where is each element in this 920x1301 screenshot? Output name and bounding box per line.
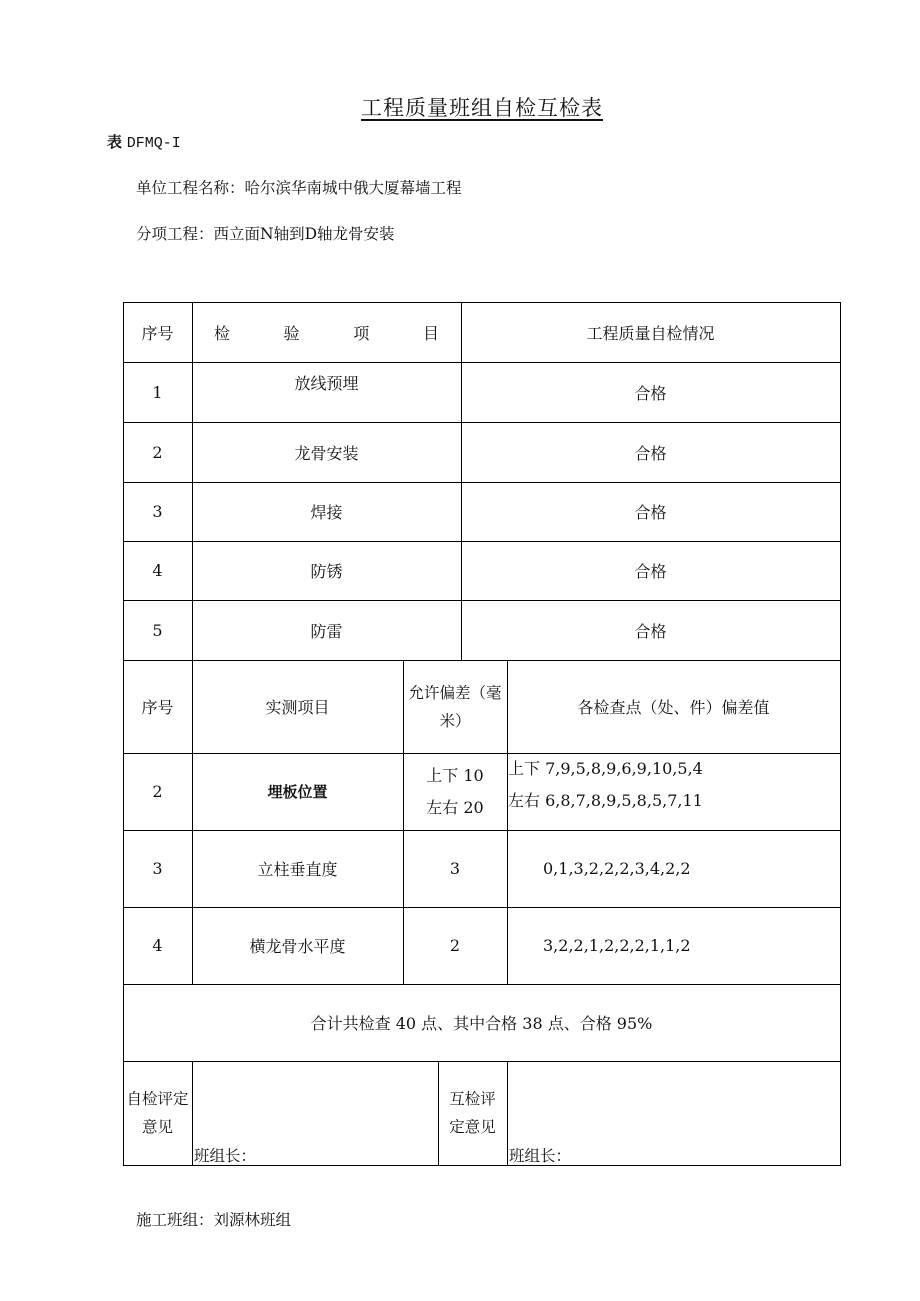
sub-project-name: 分项工程：西立面N轴到D轴龙骨安装 [136, 225, 395, 243]
t2-row-no: 4 [152, 936, 163, 955]
t1-row-result: 合格 [634, 443, 667, 463]
t2-header-tolerance-line1: 允许偏差（毫 [408, 683, 502, 702]
t2-row-tolerance: 2 [449, 936, 461, 955]
t1-header-no: 序号 [141, 323, 174, 343]
t2-row-values: 3,2,2,1,2,2,2,1,1,2 [543, 936, 691, 955]
construction-team: 施工班组：刘源林班组 [136, 1211, 292, 1229]
mutual-check-leader: 班组长： [509, 1147, 572, 1165]
summary-row: 合计共检查 40 点、其中合格 38 点、合格 95% [310, 1014, 653, 1033]
t1-row-result: 合格 [634, 562, 667, 581]
t2-row-values-line: 左右 6,8,7,8,9,5,8,5,7,11 [508, 791, 703, 810]
t1-row-item: 龙骨安装 [294, 443, 359, 463]
t2-row-values-line: 上下 7,9,5,8,9,6,9,10,5,4 [508, 759, 703, 778]
t1-row-item: 焊接 [310, 503, 343, 522]
self-check-leader: 班组长： [194, 1147, 257, 1165]
t1-header-item-char: 目 [422, 323, 439, 343]
self-check-label [123, 1061, 192, 1165]
t1-row-result: 合格 [634, 621, 667, 641]
self-check-label-line2: 意见 [141, 1118, 173, 1136]
mutual-check-label-line1: 互检评 [449, 1090, 496, 1108]
t2-header-tolerance-line2: 米） [439, 711, 471, 730]
mutual-check-label [438, 1061, 507, 1165]
t1-header-result: 工程质量自检情况 [586, 323, 715, 343]
self-check-label-line1: 自检评定 [126, 1090, 189, 1108]
t1-row-no: 5 [152, 620, 163, 640]
t2-row-tolerance [403, 753, 507, 830]
t1-header-item-char: 验 [283, 323, 300, 343]
t2-row-item: 埋板位置 [267, 783, 328, 801]
t2-row-values: 0,1,3,2,2,2,3,4,2,2 [543, 859, 691, 878]
t1-header-item-char: 检 [214, 323, 231, 343]
t1-row-no: 1 [152, 382, 163, 402]
page-title: 工程质量班组自检互检表 [361, 96, 603, 120]
t2-row-no: 3 [152, 859, 163, 878]
t2-row-tolerance: 3 [449, 859, 461, 878]
t2-row-values [508, 753, 840, 830]
t2-row-item: 立柱垂直度 [257, 860, 338, 879]
t1-row-item: 防锈 [310, 562, 343, 581]
t1-row-result: 合格 [634, 503, 667, 522]
t1-row-no: 2 [152, 442, 163, 462]
t1-row-result: 合格 [634, 383, 667, 403]
form-code-prefix: 表 [107, 133, 123, 151]
t2-header-item: 实测项目 [265, 698, 330, 717]
t2-row-tolerance-line: 左右 20 [426, 797, 484, 817]
t2-row-no: 2 [152, 782, 163, 801]
t2-header-values: 各检查点（处、件）偏差值 [577, 698, 770, 717]
t1-header-item-char: 项 [353, 323, 370, 343]
t2-header-no: 序号 [141, 698, 174, 717]
t1-row-no: 4 [152, 561, 163, 580]
t1-row-no: 3 [152, 502, 163, 521]
t1-header-item [192, 302, 461, 362]
t1-row-item: 防雷 [310, 621, 343, 641]
t2-row-item: 横龙骨水平度 [249, 937, 346, 956]
mutual-check-label-line2: 定意见 [449, 1118, 496, 1136]
form-code-value: DFMQ-I [126, 135, 181, 152]
t1-row-item: 放线预埋 [294, 373, 359, 393]
t2-header-tolerance [403, 660, 507, 753]
t2-row-tolerance-line: 上下 10 [426, 765, 484, 785]
unit-project-name: 单位工程名称：哈尔滨华南城中俄大厦幕墙工程 [136, 179, 462, 197]
